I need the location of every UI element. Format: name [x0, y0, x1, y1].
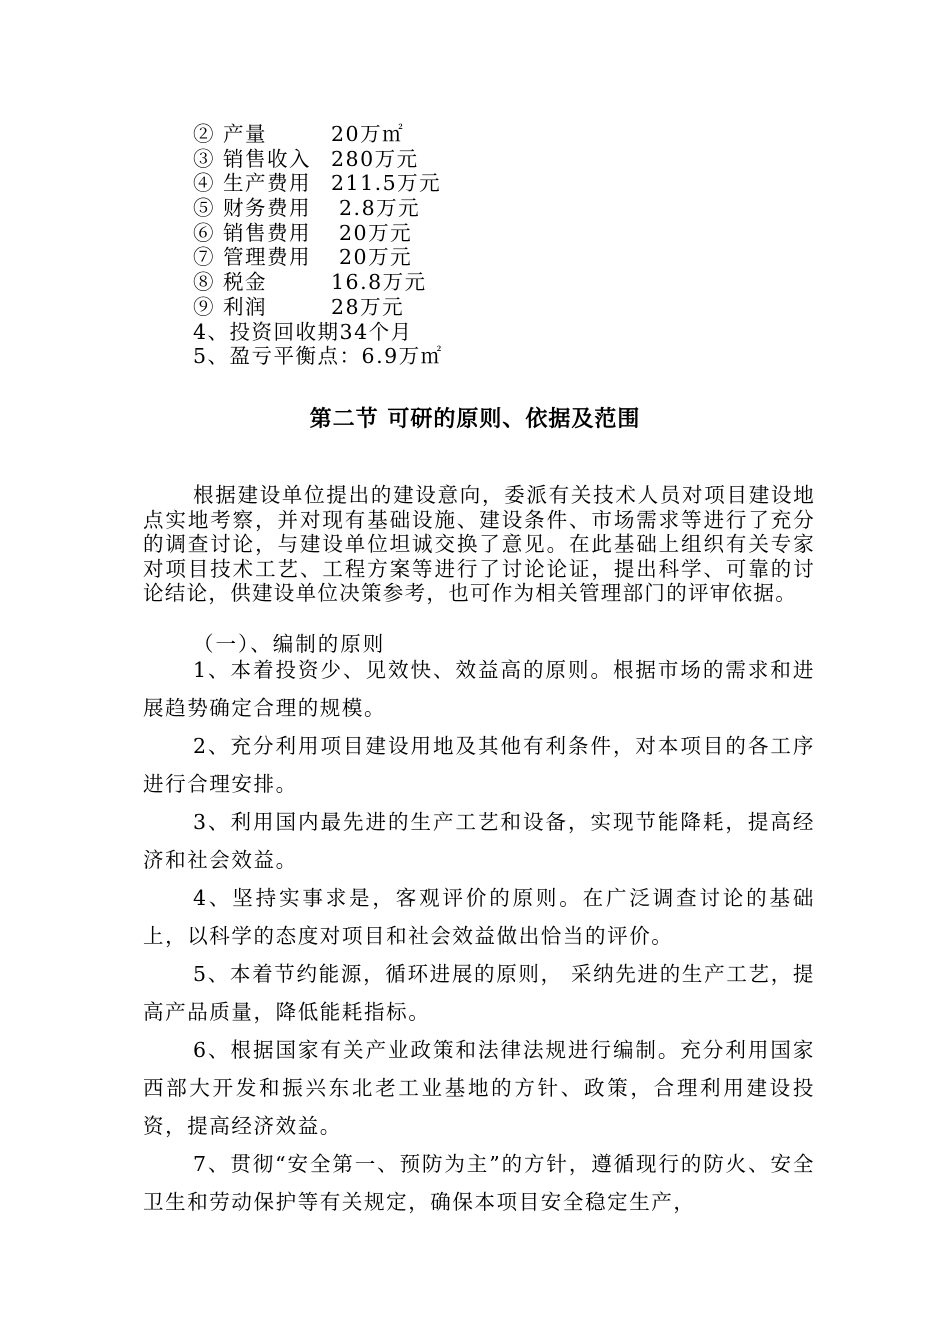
- figure-value: 20万㎡: [331, 122, 405, 146]
- figure-value: 280万元: [331, 146, 419, 171]
- figure-label: ⑦ 管理费用: [193, 245, 312, 270]
- figure-row-output: [193, 122, 443, 147]
- financial-figures-list: [193, 122, 443, 369]
- principles-list: [143, 651, 815, 1221]
- figure-value: 28万元: [331, 294, 405, 319]
- figure-label: ⑧ 税金: [193, 270, 268, 295]
- section-title: 第二节 可研的原则、依据及范围: [309, 407, 641, 432]
- figure-row-profit: [193, 295, 443, 320]
- principle-item: 6、根据国家有关产业政策和法律法规进行编制。充分利用国家西部大开发和振兴东北老工业基地的方针、政策，合理利用建设投资，提高经济效益。: [143, 1038, 815, 1138]
- principle-item: 1、本着投资少、见效快、效益高的原则。根据市场的需求和进展趋势确定合理的规模。: [143, 658, 815, 720]
- figure-row-production-cost: [193, 171, 443, 196]
- figure-row-financial-cost: [193, 196, 443, 221]
- figure-value: 20万元: [331, 245, 413, 270]
- payback-period: 4、投资回收期34个月: [193, 319, 413, 344]
- figure-row-management-cost: [193, 245, 443, 270]
- figure-label: ⑥ 销售费用: [193, 220, 312, 245]
- principle-item: 4、坚持实事求是，客观评价的原则。在广泛调查讨论的基础上，以科学的态度对项目和社会效益做出恰当的评价。: [143, 886, 815, 948]
- figure-label: ⑨ 利润: [193, 294, 268, 319]
- principle-item: 7、贯彻“安全第一、预防为主”的方针，遵循现行的防火、安全卫生和劳动保护等有关规定，确保本项目安全稳定生产，: [143, 1152, 815, 1214]
- figure-label: ⑤ 财务费用: [193, 196, 312, 221]
- figure-value: 211.5万元: [331, 171, 442, 196]
- figure-row-sales-revenue: [193, 147, 443, 172]
- figure-value: 2.8万元: [331, 196, 421, 221]
- breakeven-point: 5、盈亏平衡点：6.9万㎡: [193, 344, 443, 369]
- figure-value: 16.8万元: [331, 270, 427, 295]
- figure-row-sales-cost: [193, 221, 443, 246]
- intro-paragraph: 根据建设单位提出的建设意向，委派有关技术人员对项目建设地点实地考察，并对现有基础设施、建设条件、市场需求等进行了充分的调查讨论，与建设单位坦诚交换了意见。在此基础上组织有关专家对项目技术工艺、工程方案等进行了讨论论证，提出科学、可靠的讨论结论，供建设单位决策参考，也可作为相关管理部门的评审依据。: [143, 483, 815, 606]
- figure-row-tax: [193, 270, 443, 295]
- principle-item: 3、利用国内最先进的生产工艺和设备，实现节能降耗，提高经济和社会效益。: [143, 810, 815, 872]
- figure-value: 20万元: [331, 220, 413, 245]
- figure-label: ④ 生产费用: [193, 171, 312, 196]
- principle-item: 2、充分利用项目建设用地及其他有利条件，对本项目的各工序进行合理安排。: [143, 734, 815, 796]
- subheading: （一）、编制的原则: [193, 632, 386, 656]
- principle-item: 5、本着节约能源，循环进展的原则， 采纳先进的生产工艺，提高产品质量，降低能耗指标。: [143, 962, 815, 1024]
- intro-paragraph-block: [143, 483, 815, 606]
- figure-label: ② 产量: [193, 122, 268, 146]
- figure-label: ③ 销售收入: [193, 146, 312, 171]
